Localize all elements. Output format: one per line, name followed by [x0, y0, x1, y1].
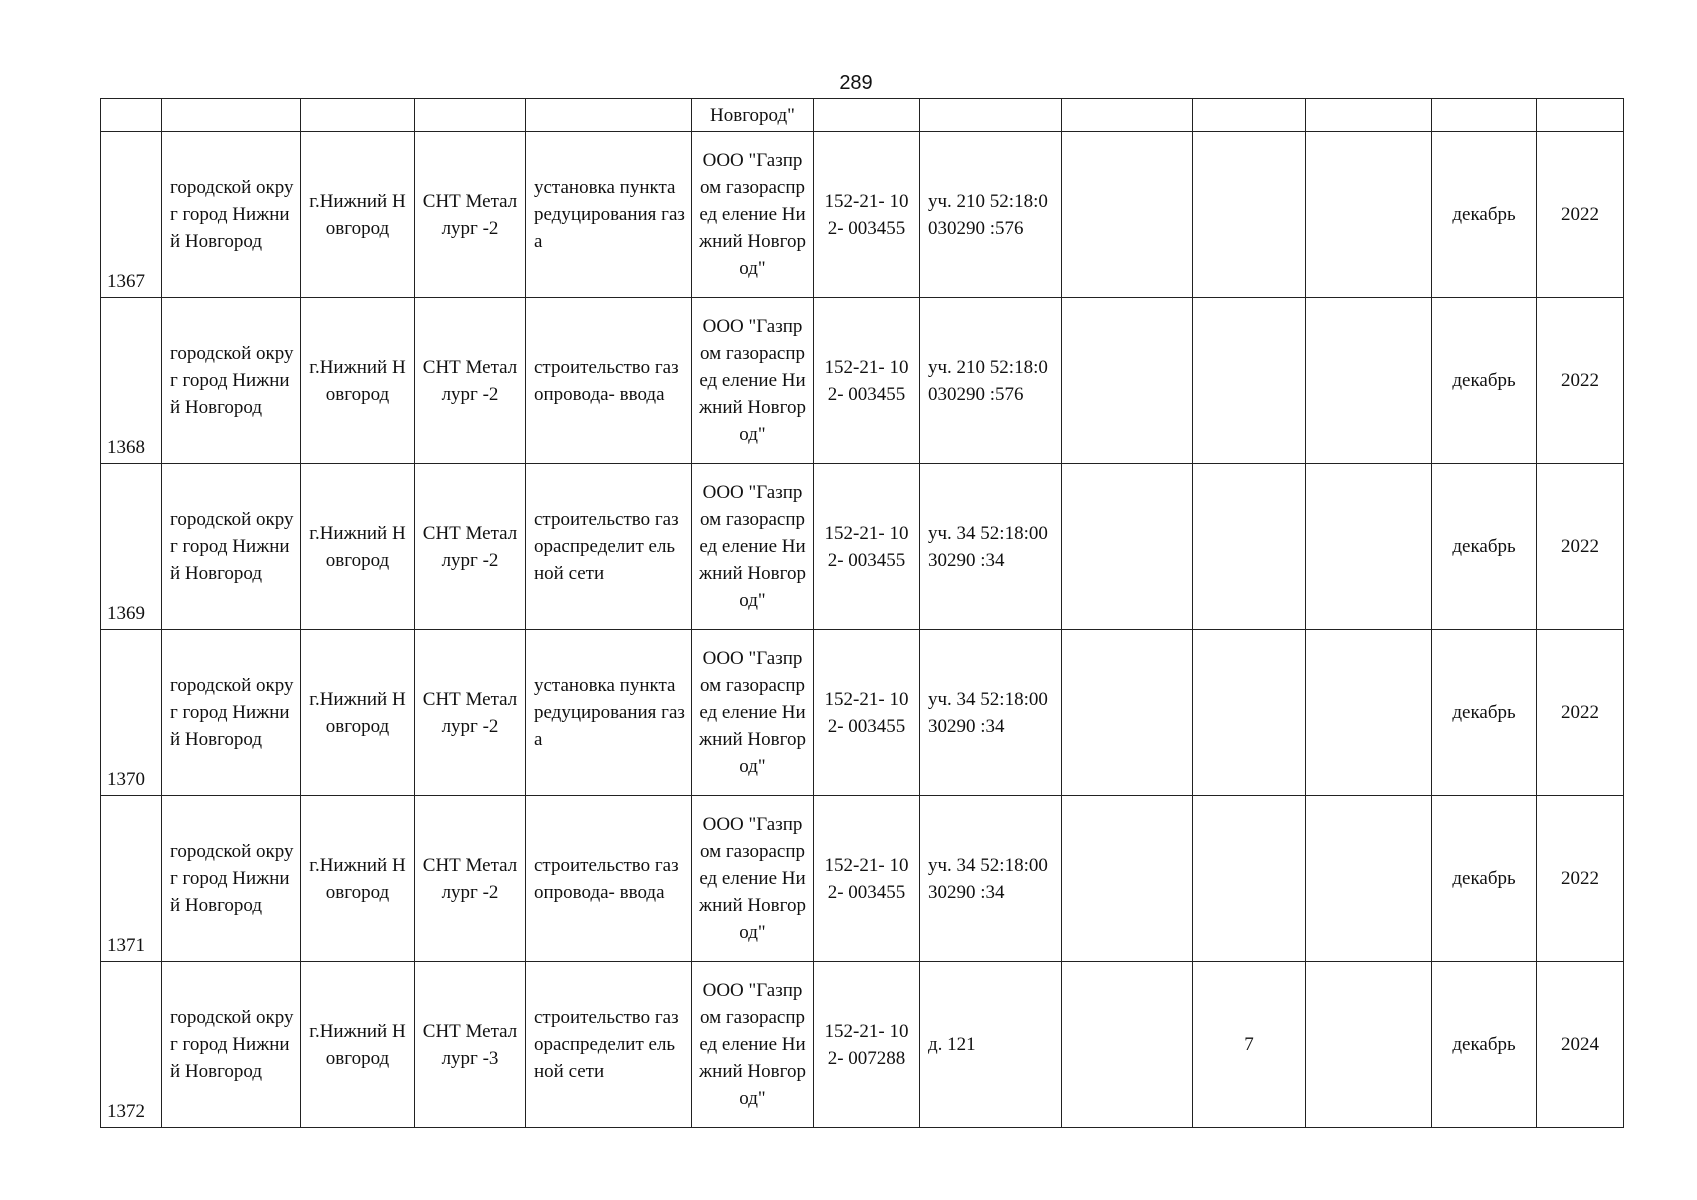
empty-cell — [1306, 630, 1432, 796]
table-row — [101, 132, 1624, 298]
cell — [920, 99, 1062, 132]
plot-cell: уч. 34 52:18:0030290 :34 — [920, 796, 1062, 962]
row-number-cell: 1372 — [101, 962, 162, 1128]
organization-cell: ООО "Газпром газораспред еление Нижний Новгород" — [692, 630, 814, 796]
quantity-cell — [1193, 630, 1306, 796]
district-cell: городской округ город Нижний Новгород — [162, 298, 301, 464]
year-cell: 2022 — [1537, 796, 1624, 962]
row-number-cell: 1367 — [101, 132, 162, 298]
organization-cell: ООО "Газпром газораспред еление Нижний Новгород" — [692, 298, 814, 464]
city-cell: г.Нижний Новгород — [301, 132, 415, 298]
month-cell: декабрь — [1432, 464, 1537, 630]
code-cell: 152-21- 102- 003455 — [814, 298, 920, 464]
cell — [526, 99, 692, 132]
location-cell: СНТ Металлург -2 — [415, 464, 526, 630]
cell — [301, 99, 415, 132]
code-cell: 152-21- 102- 003455 — [814, 796, 920, 962]
table-row — [101, 464, 1624, 630]
code-cell: 152-21- 102- 007288 — [814, 962, 920, 1128]
empty-cell — [1306, 298, 1432, 464]
plot-cell: уч. 210 52:18:0030290 :576 — [920, 298, 1062, 464]
location-cell: СНТ Металлург -2 — [415, 132, 526, 298]
work-type-cell: установка пункта редуцирования газа — [526, 132, 692, 298]
table-row — [101, 796, 1624, 962]
table-body — [101, 99, 1624, 1128]
cell — [162, 99, 301, 132]
month-cell: декабрь — [1432, 630, 1537, 796]
city-cell: г.Нижний Новгород — [301, 962, 415, 1128]
cell — [814, 99, 920, 132]
city-cell: г.Нижний Новгород — [301, 298, 415, 464]
district-cell: городской округ город Нижний Новгород — [162, 630, 301, 796]
work-type-cell: строительство газораспределит ельной сети — [526, 962, 692, 1128]
empty-cell — [1062, 464, 1193, 630]
empty-cell — [1062, 132, 1193, 298]
page-number: 289 — [839, 72, 873, 94]
continuation-row — [101, 99, 1624, 132]
work-type-cell: строительство газопровода- ввода — [526, 298, 692, 464]
row-number-cell: 1368 — [101, 298, 162, 464]
cell — [415, 99, 526, 132]
organization-cell: ООО "Газпром газораспред еление Нижний Новгород" — [692, 132, 814, 298]
quantity-cell — [1193, 796, 1306, 962]
plot-cell: уч. 210 52:18:0030290 :576 — [920, 132, 1062, 298]
quantity-cell — [1193, 132, 1306, 298]
quantity-cell — [1193, 298, 1306, 464]
year-cell: 2024 — [1537, 962, 1624, 1128]
continuation-org-cell: Новгород" — [692, 99, 814, 132]
location-cell: СНТ Металлург -2 — [415, 630, 526, 796]
district-cell: городской округ город Нижний Новгород — [162, 132, 301, 298]
empty-cell — [1306, 132, 1432, 298]
table-row — [101, 630, 1624, 796]
organization-cell: ООО "Газпром газораспред еление Нижний Новгород" — [692, 464, 814, 630]
gas-works-table — [100, 98, 1624, 1128]
month-cell: декабрь — [1432, 962, 1537, 1128]
month-cell: декабрь — [1432, 132, 1537, 298]
empty-cell — [1306, 464, 1432, 630]
empty-cell — [1062, 796, 1193, 962]
quantity-cell: 7 — [1193, 962, 1306, 1128]
year-cell: 2022 — [1537, 132, 1624, 298]
organization-cell: ООО "Газпром газораспред еление Нижний Новгород" — [692, 796, 814, 962]
table-row — [101, 962, 1624, 1128]
row-number-cell: 1371 — [101, 796, 162, 962]
plot-cell: уч. 34 52:18:0030290 :34 — [920, 630, 1062, 796]
code-cell: 152-21- 102- 003455 — [814, 630, 920, 796]
district-cell: городской округ город Нижний Новгород — [162, 464, 301, 630]
row-number-cell: 1370 — [101, 630, 162, 796]
cell — [1306, 99, 1432, 132]
district-cell: городской округ город Нижний Новгород — [162, 796, 301, 962]
cell — [101, 99, 162, 132]
location-cell: СНТ Металлург -3 — [415, 962, 526, 1128]
cell — [1193, 99, 1306, 132]
table-row — [101, 298, 1624, 464]
city-cell: г.Нижний Новгород — [301, 796, 415, 962]
empty-cell — [1306, 962, 1432, 1128]
cell — [1062, 99, 1193, 132]
location-cell: СНТ Металлург -2 — [415, 796, 526, 962]
work-type-cell: установка пункта редуцирования газа — [526, 630, 692, 796]
plot-cell: д. 121 — [920, 962, 1062, 1128]
empty-cell — [1062, 630, 1193, 796]
cell — [1432, 99, 1537, 132]
empty-cell — [1306, 796, 1432, 962]
work-type-cell: строительство газопровода- ввода — [526, 796, 692, 962]
organization-cell: ООО "Газпром газораспред еление Нижний Новгород" — [692, 962, 814, 1128]
cell — [1537, 99, 1624, 132]
city-cell: г.Нижний Новгород — [301, 630, 415, 796]
plot-cell: уч. 34 52:18:0030290 :34 — [920, 464, 1062, 630]
year-cell: 2022 — [1537, 464, 1624, 630]
work-type-cell: строительство газораспределит ельной сети — [526, 464, 692, 630]
location-cell: СНТ Металлург -2 — [415, 298, 526, 464]
code-cell: 152-21- 102- 003455 — [814, 132, 920, 298]
month-cell: декабрь — [1432, 796, 1537, 962]
year-cell: 2022 — [1537, 298, 1624, 464]
quantity-cell — [1193, 464, 1306, 630]
empty-cell — [1062, 962, 1193, 1128]
empty-cell — [1062, 298, 1193, 464]
month-cell: декабрь — [1432, 298, 1537, 464]
row-number-cell: 1369 — [101, 464, 162, 630]
year-cell: 2022 — [1537, 630, 1624, 796]
city-cell: г.Нижний Новгород — [301, 464, 415, 630]
district-cell: городской округ город Нижний Новгород — [162, 962, 301, 1128]
code-cell: 152-21- 102- 003455 — [814, 464, 920, 630]
